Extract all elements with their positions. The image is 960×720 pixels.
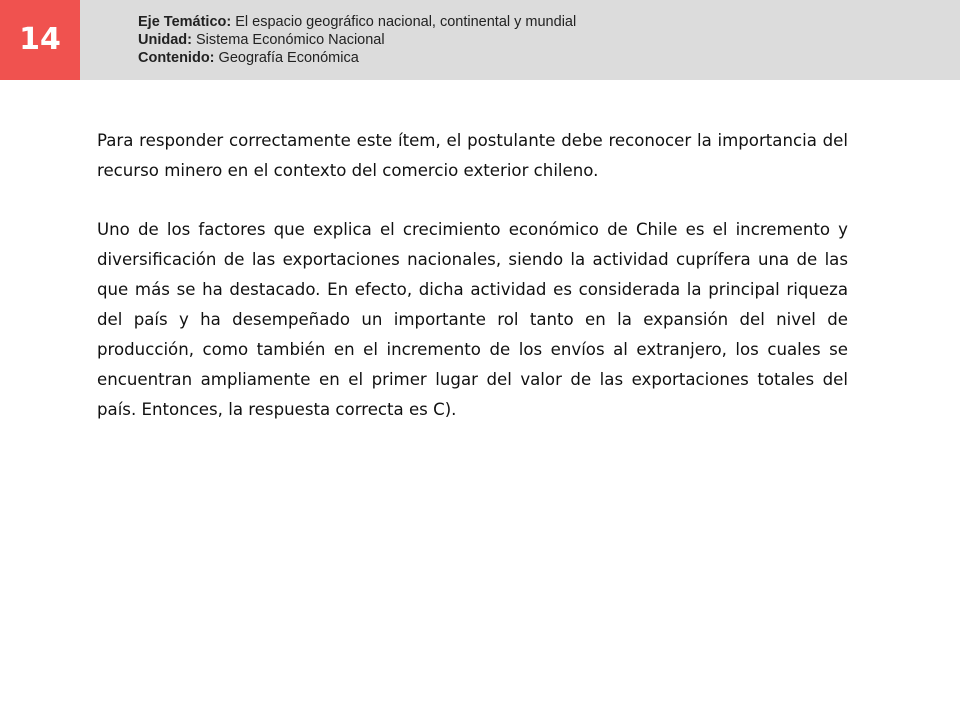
unidad-label: Unidad: xyxy=(138,32,192,48)
item-number-badge: 14 xyxy=(0,0,80,80)
eje-tematico-label: Eje Temático: xyxy=(138,14,232,30)
unidad-line xyxy=(138,31,576,49)
eje-tematico-value: El espacio geográfico nacional, continental y mundial xyxy=(235,14,577,30)
contenido-line xyxy=(138,49,576,67)
item-metadata xyxy=(138,13,576,67)
contenido-value: Geografía Económica xyxy=(218,50,359,66)
paragraph-intro: Para responder correctamente este ítem, el postulante debe reconocer la importancia del recurso minero en el contexto del comercio exterior chileno. xyxy=(97,131,848,180)
explanation-text xyxy=(97,126,848,425)
paragraph-explanation: Uno de los factores que explica el crecimiento económico de Chile es el incremento y diversificación de las exportaciones nacionales, siendo la actividad cuprífera una de las que más se ha destacado. En efecto, dicha actividad es considerada la principal riqueza del país y ha desempeñado un importante rol tanto en la expansión del nivel de producción, como también en el incremento de los envíos al extranjero, los cuales se encuentran ampliamente en el primer lugar del valor de las exportaciones totales del país. Entonces, la respuesta correcta es C). xyxy=(97,220,848,419)
contenido-label: Contenido: xyxy=(138,50,215,66)
eje-tematico-line xyxy=(138,13,576,31)
unidad-value: Sistema Económico Nacional xyxy=(196,32,385,48)
